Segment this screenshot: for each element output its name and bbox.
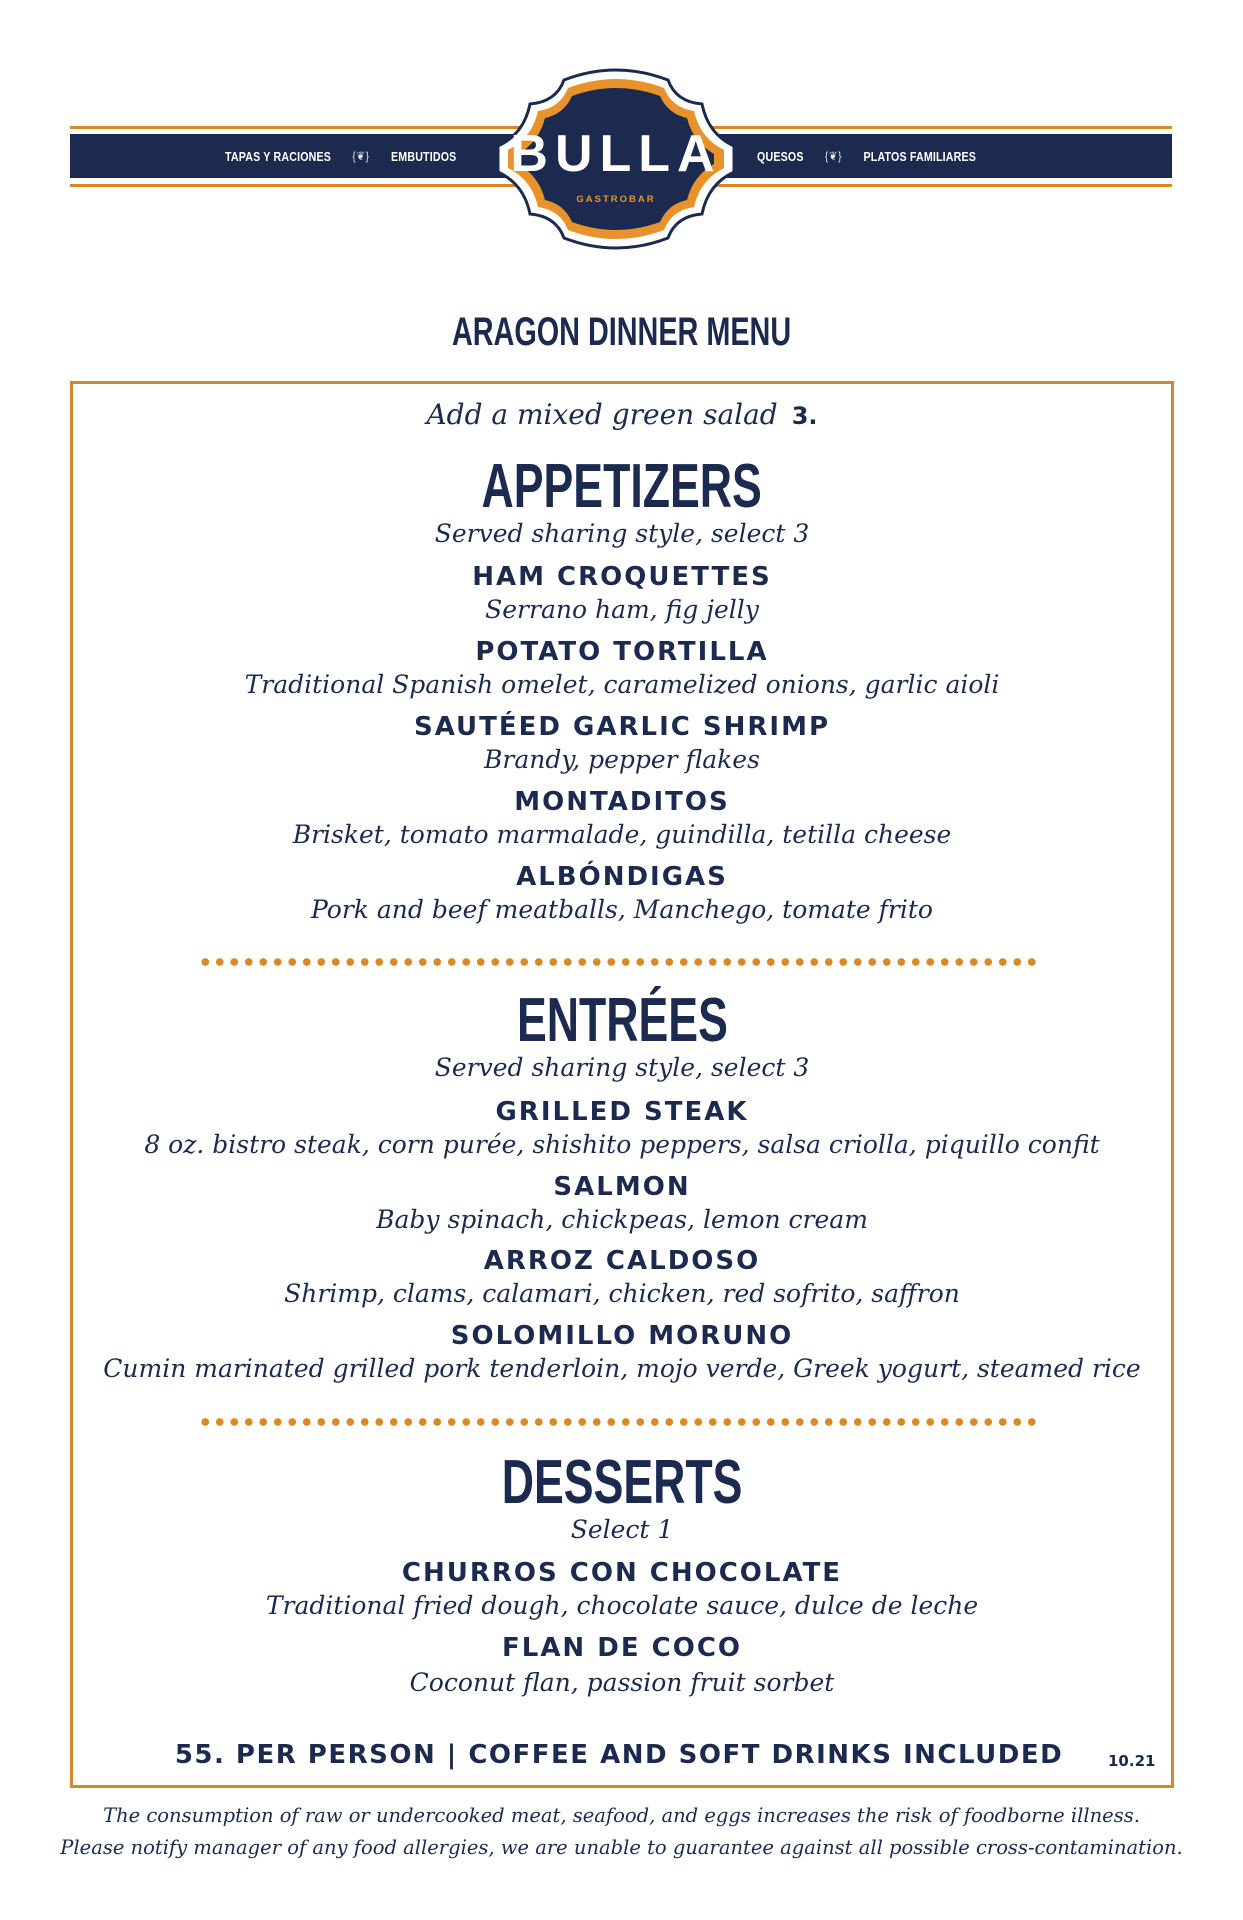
menu-title: ARAGON DINNER MENU <box>451 310 792 354</box>
dotted-divider <box>198 958 1038 966</box>
menu-item-desc: Coconut flan, passion fruit sorbet <box>409 1668 835 1697</box>
menu-item-name: ARROZ CALDOSO <box>483 1246 761 1276</box>
menu-item-desc: Cumin marinated grilled pork tenderloin, mojo verde, Greek yogurt, steamed rice <box>103 1354 1141 1383</box>
menu-item-name: SALMON <box>553 1172 691 1202</box>
nav-separator-icon: {❦} <box>824 149 843 163</box>
menu-item-desc: Brandy, pepper flakes <box>484 745 760 774</box>
version-code: 10.21 <box>1108 1752 1156 1770</box>
menu-item-desc: Baby spinach, chickpeas, lemon cream <box>376 1205 868 1234</box>
entrees-note: Served sharing style, select 3 <box>434 1053 810 1082</box>
header-nav-left <box>225 134 456 178</box>
nav-item-platos-familiares: PLATOS FAMILIARES <box>863 148 977 164</box>
logo-title: BULLA <box>510 125 722 183</box>
menu-item-name: POTATO TORTILLA <box>475 637 769 667</box>
menu-item-name: SOLOMILLO MORUNO <box>450 1321 794 1351</box>
nav-item-quesos: QUESOS <box>757 148 804 164</box>
addon-price: 3. <box>791 402 818 430</box>
desserts-note: Select 1 <box>570 1515 674 1544</box>
section-title-entrees: ENTRÉES <box>516 986 728 1055</box>
menu-item-name: GRILLED STEAK <box>495 1097 749 1127</box>
menu-item-desc: Shrimp, clams, calamari, chicken, red sofrito, saffron <box>284 1279 960 1308</box>
menu-item-desc: Brisket, tomato marmalade, guindilla, tetilla cheese <box>292 820 952 849</box>
menu-item-name: ALBÓNDIGAS <box>516 862 728 892</box>
menu-item-name: FLAN DE COCO <box>501 1633 743 1663</box>
menu-item-desc: Pork and beef meatballs, Manchego, tomate frito <box>311 895 933 924</box>
disclaimer-line: Please notify manager of any food allergies, we are unable to guarantee against all possible cross-contamination. <box>60 1836 1183 1859</box>
header-nav-right <box>757 134 976 178</box>
nav-item-embutidos: EMBUTIDOS <box>391 148 457 164</box>
appetizers-note: Served sharing style, select 3 <box>434 519 810 548</box>
menu-item-desc: Traditional Spanish omelet, caramelized onions, garlic aioli <box>244 670 1000 699</box>
menu-item-desc: Traditional fried dough, chocolate sauce, dulce de leche <box>265 1591 979 1620</box>
menu-item-desc: 8 oz. bistro steak, corn purée, shishito peppers, salsa criolla, piquillo confit <box>144 1130 1100 1159</box>
menu-item-name: CHURROS CON CHOCOLATE <box>401 1558 843 1588</box>
logo-subtitle: GASTROBAR <box>576 194 656 205</box>
disclaimer-line: The consumption of raw or undercooked meat, seafood, and eggs increases the risk of foodborne illness. <box>103 1804 1140 1827</box>
menu-item-name: HAM CROQUETTES <box>472 562 772 592</box>
menu-item-name: MONTADITOS <box>514 787 730 817</box>
section-title-desserts: DESSERTS <box>501 1448 743 1517</box>
section-title-appetizers: APPETIZERS <box>481 452 763 521</box>
dotted-divider <box>198 1418 1038 1426</box>
addon-line <box>70 398 1174 431</box>
addon-text: Add a mixed green salad <box>426 398 778 431</box>
menu-item-desc: Serrano ham, fig jelly <box>485 595 759 624</box>
nav-separator-icon: {❦} <box>352 149 370 163</box>
nav-item-tapas: TAPAS Y RACIONES <box>225 148 332 164</box>
price-line: 55. PER PERSON | COFFEE AND SOFT DRINKS INCLUDED <box>174 1740 1064 1770</box>
menu-item-name: SAUTÉED GARLIC SHRIMP <box>413 712 831 742</box>
